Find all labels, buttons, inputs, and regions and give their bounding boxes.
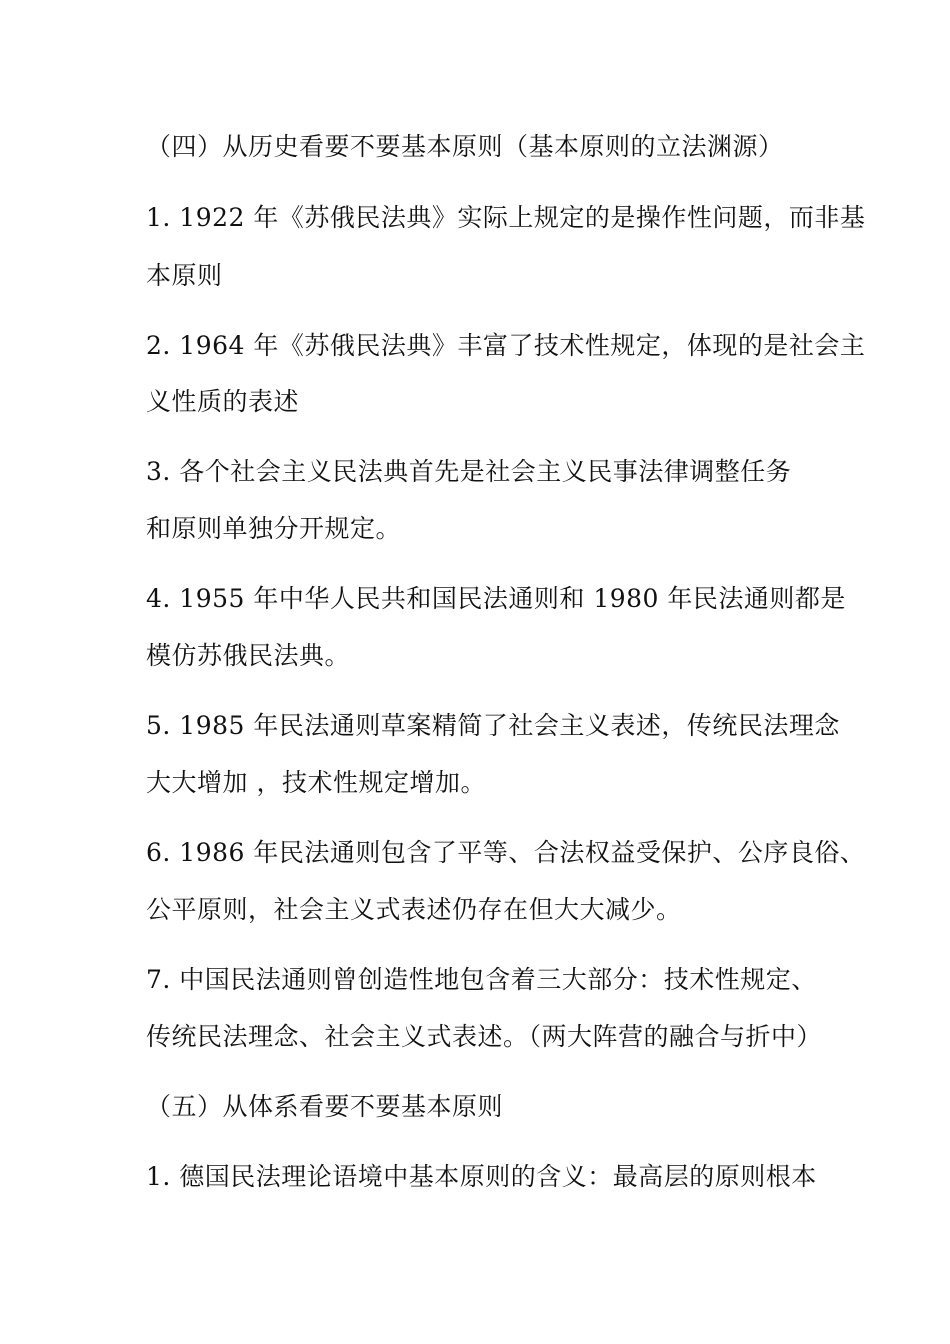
paragraph-line: 1. 1922 年《苏俄民法典》实际上规定的是操作性问题，而非基: [146, 203, 866, 232]
section-heading-system: （五）从体系看要不要基本原则: [146, 1092, 504, 1121]
paragraph-line: 和原则单独分开规定。: [146, 514, 402, 543]
paragraph-line: 模仿苏俄民法典。: [146, 641, 351, 670]
paragraph-line: 公平原则，社会主义式表述仍存在但大大减少。: [146, 895, 682, 924]
section-heading-history: （四）从历史看要不要基本原则（基本原则的立法渊源）: [146, 132, 784, 161]
paragraph-line: 1. 德国民法理论语境中基本原则的含义：最高层的原则根本: [146, 1162, 817, 1191]
paragraph-line: 义性质的表述: [146, 387, 300, 416]
paragraph-line: 2. 1964 年《苏俄民法典》丰富了技术性规定，体现的是社会主: [146, 331, 866, 360]
paragraph-line: 大大增加 ，技术性规定增加。: [146, 768, 486, 797]
paragraph-line: 7. 中国民法通则曾创造性地包含着三大部分：技术性规定、: [146, 965, 817, 994]
paragraph-line: 传统民法理念、社会主义式表述。（两大阵营的融合与折中）: [146, 1022, 823, 1051]
paragraph-line: 4. 1955 年中华人民共和国民法通则和 1980 年民法通则都是: [146, 584, 846, 613]
paragraph-line: 6. 1986 年民法通则包含了平等、合法权益受保护、公序良俗、: [146, 838, 866, 867]
paragraph-line: 本原则: [146, 261, 223, 290]
paragraph-line: 3. 各个社会主义民法典首先是社会主义民事法律调整任务: [146, 457, 792, 486]
paragraph-line: 5. 1985 年民法通则草案精简了社会主义表述，传统民法理念: [146, 711, 840, 740]
